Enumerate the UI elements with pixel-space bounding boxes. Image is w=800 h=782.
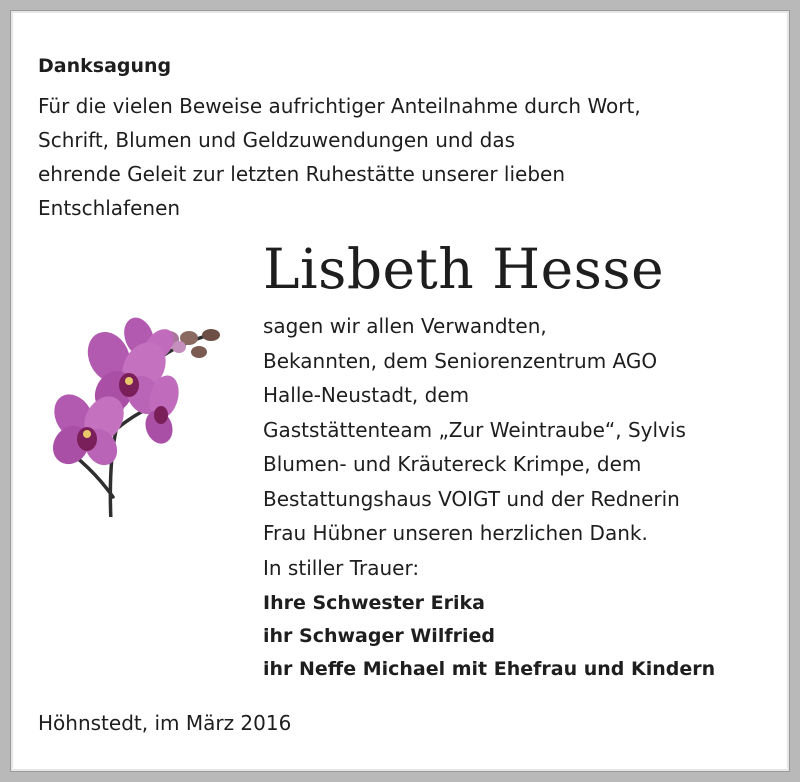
intro-line: Entschlafenen bbox=[38, 196, 181, 220]
thanks-line: Frau Hübner unseren herzlichen Dank. bbox=[263, 521, 648, 545]
intro-line: Schrift, Blumen und Geldzuwendungen und das bbox=[38, 128, 515, 152]
mourners-list bbox=[263, 587, 715, 686]
mourner-entry: ihr Schwager Wilfried bbox=[263, 625, 495, 647]
notice-card bbox=[10, 10, 790, 772]
thanks-line: sagen wir allen Verwandten, bbox=[263, 314, 547, 338]
mourner-entry: ihr Neffe Michael mit Ehefrau und Kindern bbox=[263, 658, 716, 680]
intro-line: Für die vielen Beweise aufrichtiger Anteilnahme durch Wort, bbox=[38, 94, 641, 118]
thanks-line: Bestattungshaus VOIGT und der Rednerin bbox=[263, 486, 680, 511]
thanks-line: Halle-Neustadt, dem bbox=[263, 383, 470, 407]
thanks-text bbox=[263, 309, 783, 551]
thanks-line: Bekannten, dem Seniorenzentrum AGO bbox=[263, 348, 658, 373]
intro-line: ehrende Geleit zur letzten Ruhestätte unserer lieben bbox=[38, 162, 566, 186]
orchid-flower-icon bbox=[39, 307, 249, 517]
place-date: Höhnstedt, im März 2016 bbox=[38, 711, 292, 735]
thanks-line: Blumen- und Kräutereck Krimpe, dem bbox=[263, 452, 642, 476]
deceased-name: Lisbeth Hesse bbox=[263, 237, 665, 301]
thanks-line: Gaststättenteam „Zur Weintraube“, Sylvis bbox=[263, 417, 686, 442]
mourning-label: In stiller Trauer: bbox=[263, 556, 420, 580]
notice-heading: Danksagung bbox=[38, 55, 172, 77]
intro-text bbox=[38, 89, 768, 225]
mourner-entry: Ihre Schwester Erika bbox=[263, 592, 485, 614]
